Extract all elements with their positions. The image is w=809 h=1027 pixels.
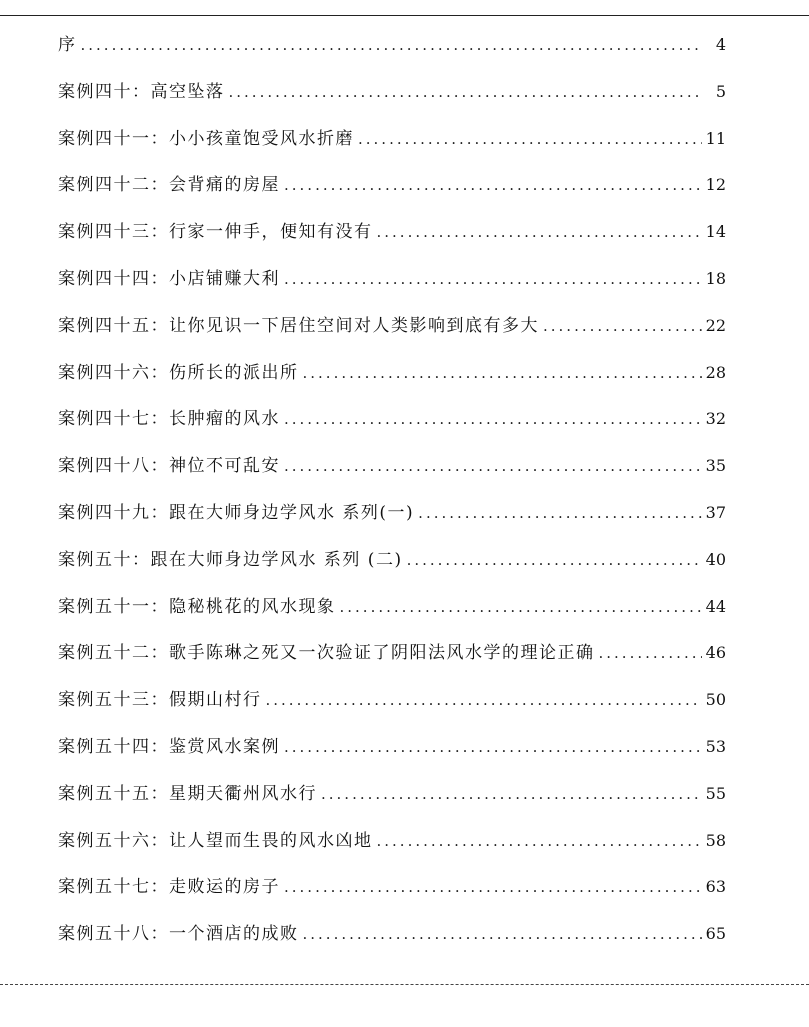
toc-entry-leader (377, 818, 702, 865)
toc-entry-leader (284, 724, 702, 771)
toc-entry-page: 12 (705, 175, 726, 195)
toc-entry-title: 案例四十七：长肿瘤的风水 (58, 409, 280, 430)
toc-entry-leader (229, 69, 703, 116)
toc-entry-title: 案例五十三：假期山村行 (58, 690, 262, 711)
toc-entry-title: 案例五十八：一个酒店的成败 (58, 924, 299, 945)
toc-entry-title: 案例四十八：神位不可乱安 (58, 456, 280, 477)
toc-entry-title: 案例四十二：会背痛的房屋 (58, 175, 280, 196)
toc-entry-page: 11 (705, 128, 726, 148)
toc-entry-leader (284, 256, 702, 303)
toc-entry-page: 50 (705, 690, 726, 710)
toc-entry-leader (340, 584, 702, 631)
toc-entry[interactable] (58, 537, 726, 584)
toc-entry-page: 58 (705, 830, 726, 850)
toc-entry[interactable] (58, 724, 726, 771)
toc-entry[interactable] (58, 162, 726, 209)
toc-entry-leader (284, 864, 702, 911)
table-of-contents (58, 22, 726, 958)
toc-entry-page: 14 (705, 222, 726, 242)
toc-entry-page: 65 (705, 924, 726, 944)
toc-entry-leader (284, 396, 702, 443)
toc-entry-leader (377, 209, 702, 256)
toc-entry-title: 案例五十一：隐秘桃花的风水现象 (58, 596, 336, 617)
toc-entry-leader (303, 350, 702, 397)
toc-entry[interactable] (58, 22, 726, 69)
toc-entry[interactable] (58, 116, 726, 163)
toc-entry-page: 55 (705, 783, 726, 803)
toc-entry-title: 案例五十：跟在大师身边学风水 系列 (二) (58, 549, 403, 570)
toc-entry-title: 案例五十七：走败运的房子 (58, 877, 280, 898)
toc-entry-leader (284, 443, 702, 490)
toc-entry-title: 案例四十六：伤所长的派出所 (58, 362, 299, 383)
toc-entry[interactable] (58, 396, 726, 443)
toc-entry-title: 案例四十一：小小孩童饱受风水折磨 (58, 128, 354, 149)
toc-entry-title: 序 (58, 35, 77, 55)
toc-entry-page: 5 (715, 81, 726, 101)
toc-entry-leader (599, 630, 702, 677)
toc-entry[interactable] (58, 256, 726, 303)
toc-entry-leader (543, 303, 702, 350)
toc-entry-title: 案例四十三：行家一伸手，便知有没有 (58, 222, 373, 243)
toc-entry-title: 案例四十九：跟在大师身边学风水 系列(一) (58, 502, 415, 523)
toc-entry-page: 63 (705, 877, 726, 897)
toc-entry-title: 案例五十六：让人望而生畏的风水凶地 (58, 830, 373, 851)
toc-entry[interactable] (58, 584, 726, 631)
toc-entry-title: 案例五十二：歌手陈琳之死又一次验证了阴阳法风水学的理论正确 (58, 643, 595, 664)
toc-entry-page: 46 (705, 643, 726, 663)
toc-entry-page: 53 (705, 736, 726, 756)
toc-entry-page: 37 (705, 502, 726, 522)
toc-entry[interactable] (58, 630, 726, 677)
toc-entry-title: 案例四十：高空坠落 (58, 81, 225, 102)
toc-entry-leader (284, 162, 702, 209)
toc-entry-leader (321, 771, 702, 818)
toc-entry[interactable] (58, 209, 726, 256)
toc-entry-page: 32 (705, 409, 726, 429)
toc-entry[interactable] (58, 69, 726, 116)
toc-entry[interactable] (58, 818, 726, 865)
toc-entry-leader (407, 537, 702, 584)
toc-entry-title: 案例五十五：星期天衢州风水行 (58, 783, 317, 804)
toc-entry[interactable] (58, 771, 726, 818)
toc-entry[interactable] (58, 443, 726, 490)
toc-entry-leader (81, 22, 703, 69)
toc-entry-title: 案例五十四：鉴赏风水案例 (58, 736, 280, 757)
toc-entry-title: 案例四十四：小店铺赚大利 (58, 268, 280, 289)
toc-entry[interactable] (58, 677, 726, 724)
bottom-rule (0, 984, 809, 985)
toc-entry-leader (266, 677, 702, 724)
toc-entry-page: 35 (705, 456, 726, 476)
toc-entry-leader (358, 116, 702, 163)
toc-entry-page: 22 (705, 315, 726, 335)
toc-entry[interactable] (58, 303, 726, 350)
toc-entry[interactable] (58, 911, 726, 958)
toc-entry-page: 4 (715, 35, 726, 54)
toc-entry-page: 44 (705, 596, 726, 616)
toc-entry[interactable] (58, 864, 726, 911)
toc-entry-leader (303, 911, 702, 958)
toc-entry-page: 28 (705, 362, 726, 382)
toc-entry-page: 40 (705, 549, 726, 569)
toc-entry-title: 案例四十五：让你见识一下居住空间对人类影响到底有多大 (58, 315, 539, 336)
toc-entry-leader (418, 490, 701, 537)
top-rule (0, 15, 809, 16)
toc-entry-page: 18 (705, 268, 726, 288)
toc-entry[interactable] (58, 350, 726, 397)
toc-entry[interactable] (58, 490, 726, 537)
